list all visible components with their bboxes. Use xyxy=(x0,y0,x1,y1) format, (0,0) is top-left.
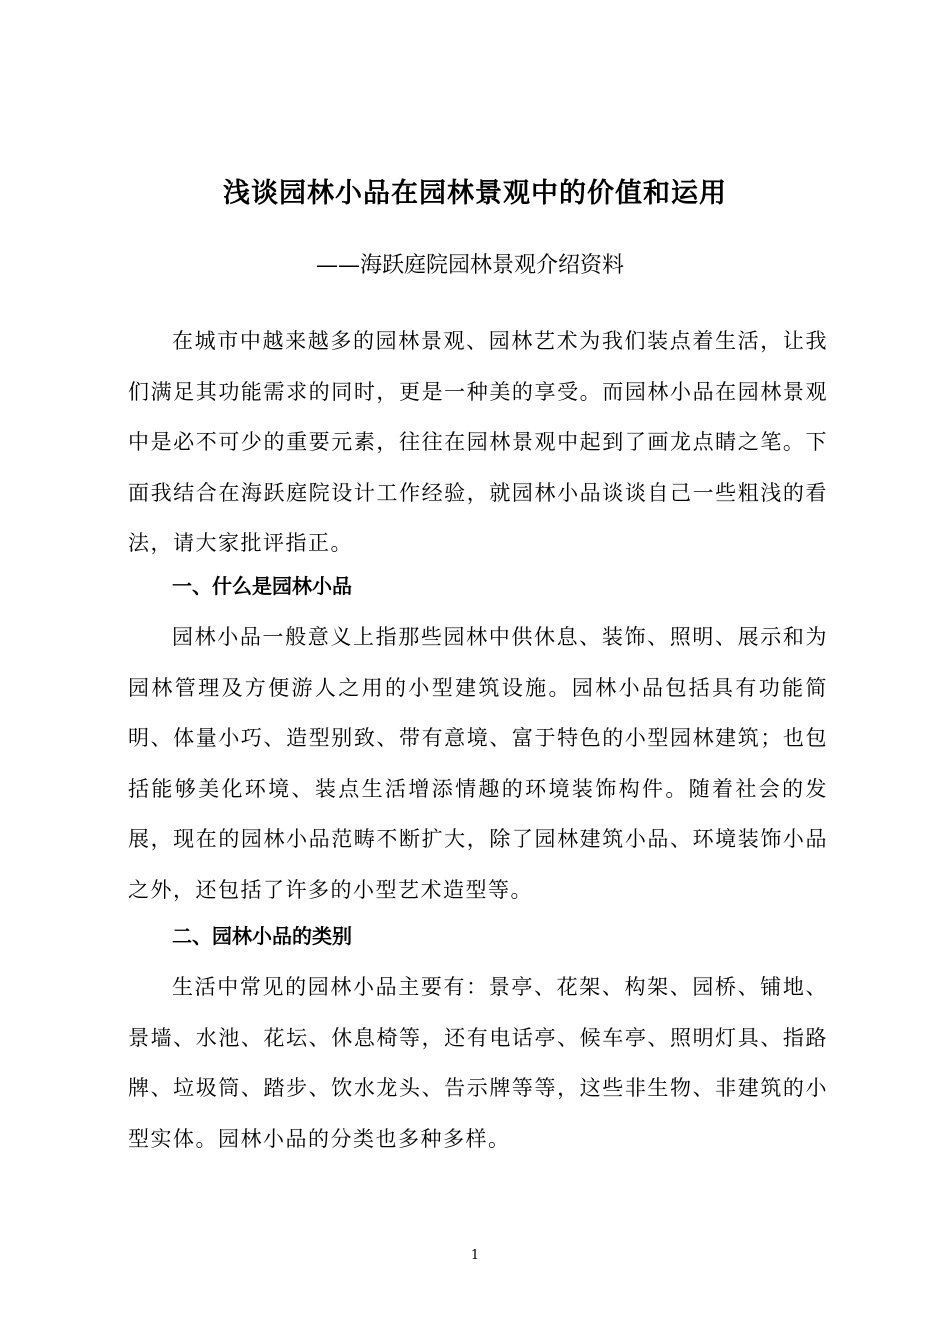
section-body-2: 生活中常见的园林小品主要有：景亭、花架、构架、园桥、铺地、景墙、水池、花坛、休息椅等，还有电话亭、候车亭、照明灯具、指路牌、垃圾筒、踏步、饮水龙头、告示牌等等，这些非生物、非建筑的小型实体。园林小品的分类也多种多样。 xyxy=(128,975,828,1151)
document-subtitle: ——海跃庭院园林景观介绍资料 xyxy=(316,253,625,278)
section-heading-1: 一、什么是园林小品 xyxy=(172,574,352,598)
page-number: 1 xyxy=(470,1248,480,1263)
document-title: 浅谈园林小品在园林景观中的价值和运用 xyxy=(223,178,727,209)
intro-paragraph: 在城市中越来越多的园林景观、园林艺术为我们装点着生活，让我们满足其功能需求的同时，更是一种美的享受。而园林小品在园林景观中是必不可少的重要元素，往往在园林景观中起到了画龙点睛之笔。下面我结合在海跃庭院设计工作经验，就园林小品谈谈自己一些粗浅的看法，请大家批评指正。 xyxy=(128,329,828,555)
section-body-1: 园林小品一般意义上指那些园林中供休息、装饰、照明、展示和为园林管理及方便游人之用的小型建筑设施。园林小品包括具有功能简明、体量小巧、造型别致、带有意境、富于特色的小型园林建筑；也包括能够美化环境、装点生活增添情趣的环境装饰构件。随着社会的发展，现在的园林小品范畴不断扩大，除了园林建筑小品、环境装饰小品之外，还包括了许多的小型艺术造型等。 xyxy=(128,625,828,902)
section-heading-2: 二、园林小品的类别 xyxy=(172,924,352,948)
